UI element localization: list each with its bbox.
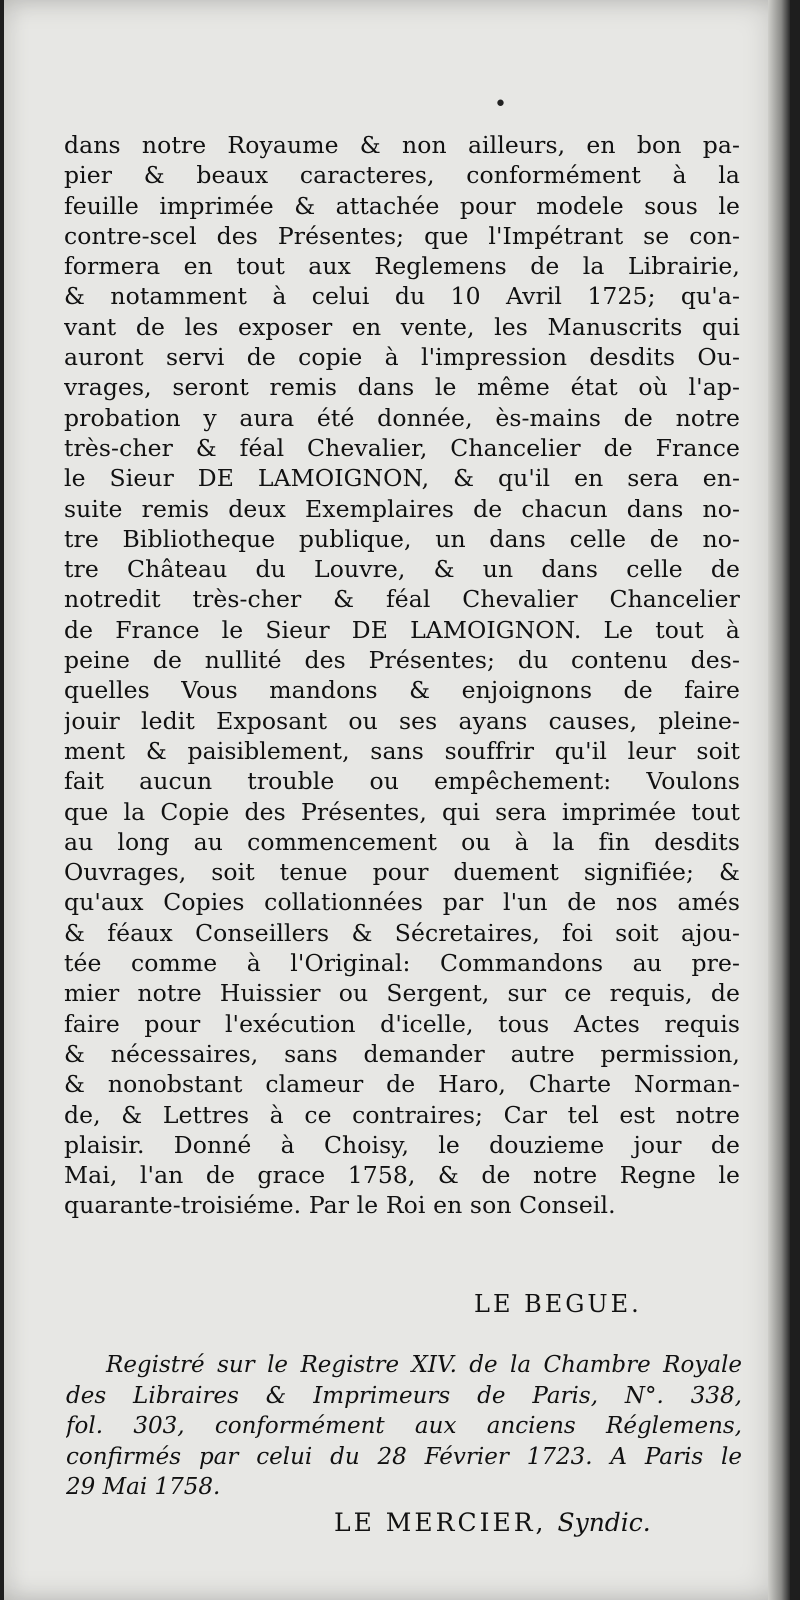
- text-line: suite remis deux Exemplaires de chacun dans no-: [64, 494, 740, 523]
- syndic-name: LE MERCIER,: [334, 1508, 547, 1537]
- registration-line: Registré sur le Registre XIV. de la Chambre Royale: [106, 1352, 742, 1378]
- syndic-role: Syndic.: [557, 1508, 651, 1537]
- page-mark: •: [494, 92, 507, 117]
- text-line: & notamment à celui du 10 Avril 1725; qu'a-: [64, 282, 740, 311]
- text-line: le Sieur DE LAMOIGNON, & qu'il en sera en-: [64, 464, 740, 493]
- text-line: ment & paisiblement, sans souffrir qu'il leur soit: [64, 736, 740, 765]
- text-line: tre Bibliotheque publique, un dans celle de no-: [64, 524, 740, 553]
- text-line: formera en tout aux Reglemens de la Librairie,: [64, 252, 740, 281]
- text-line: auront servi de copie à l'impression desdits Ou-: [64, 343, 740, 372]
- text-line: qu'aux Copies collationnées par l'un de nos amés: [64, 888, 740, 917]
- text-line: que la Copie des Présentes, qui sera imprimée tout: [64, 797, 740, 826]
- page-edge-shadow: [768, 0, 790, 1600]
- text-line: fait aucun trouble ou empêchement: Voulons: [64, 767, 740, 796]
- text-line: pier & beaux caracteres, conformément à la: [64, 161, 740, 190]
- text-line: & nécessaires, sans demander autre permission,: [64, 1039, 740, 1068]
- text-line: faire pour l'exécution d'icelle, tous Actes requis: [64, 1009, 740, 1038]
- registration-line: confirmés par celui du 28 Février 1723. A Paris le: [66, 1443, 742, 1470]
- text-line: au long au commencement ou à la fin desdits: [64, 827, 740, 856]
- text-line: de France le Sieur DE LAMOIGNON. Le tout à: [64, 615, 740, 644]
- text-line: contre-scel des Présentes; que l'Impétrant se con-: [64, 221, 740, 250]
- text-line: vant de les exposer en vente, les Manuscrits qui: [64, 312, 740, 341]
- text-line: très-cher & féal Chevalier, Chancelier de France: [64, 433, 740, 462]
- text-line: vrages, seront remis dans le même état où l'ap-: [64, 373, 740, 402]
- text-line: Mai, l'an de grace 1758, & de notre Regne le: [64, 1161, 740, 1190]
- text-line: peine de nullité des Présentes; du contenu des-: [64, 646, 740, 675]
- book-page: [4, 0, 790, 1600]
- text-line: probation y aura été donnée, ès-mains de notre: [64, 403, 740, 432]
- text-line: & féaux Conseillers & Sécretaires, foi soit ajou-: [64, 918, 740, 947]
- text-line: jouir ledit Exposant ou ses ayans causes, pleine-: [64, 706, 740, 735]
- text-line: mier notre Huissier ou Sergent, sur ce requis, de: [64, 979, 740, 1008]
- text-line: notredit très-cher & féal Chevalier Chancelier: [64, 585, 740, 614]
- signature-syndic: [334, 1508, 651, 1537]
- registration-line: fol. 303, conformément aux anciens Réglemens,: [66, 1413, 742, 1439]
- text-line: tre Château du Louvre, & un dans celle de: [64, 555, 740, 584]
- text-line: quelles Vous mandons & enjoignons de faire: [64, 676, 740, 705]
- text-line: de, & Lettres à ce contraires; Car tel est notre: [64, 1100, 740, 1129]
- text-line: feuille imprimée & attachée pour modele sous le: [64, 191, 740, 220]
- text-line: Ouvrages, soit tenue pour duement signifiée; &: [64, 858, 740, 887]
- text-line: tée comme à l'Original: Commandons au pre-: [64, 949, 740, 978]
- text-line: plaisir. Donné à Choisy, le douzieme jour de: [64, 1130, 740, 1159]
- text-line: quarante-troisiéme. Par le Roi en son Conseil.: [64, 1191, 616, 1220]
- signature-le-begue: LE BEGUE.: [474, 1290, 642, 1318]
- registration-line: 29 Mai 1758.: [66, 1474, 221, 1500]
- privilege-body-text: [64, 130, 740, 1221]
- registration-note: [66, 1350, 742, 1503]
- registration-line: des Libraires & Imprimeurs de Paris, N°. 338,: [66, 1382, 742, 1409]
- text-line: dans notre Royaume & non ailleurs, en bon pa-: [64, 131, 740, 159]
- text-line: & nonobstant clameur de Haro, Charte Norman-: [64, 1070, 740, 1099]
